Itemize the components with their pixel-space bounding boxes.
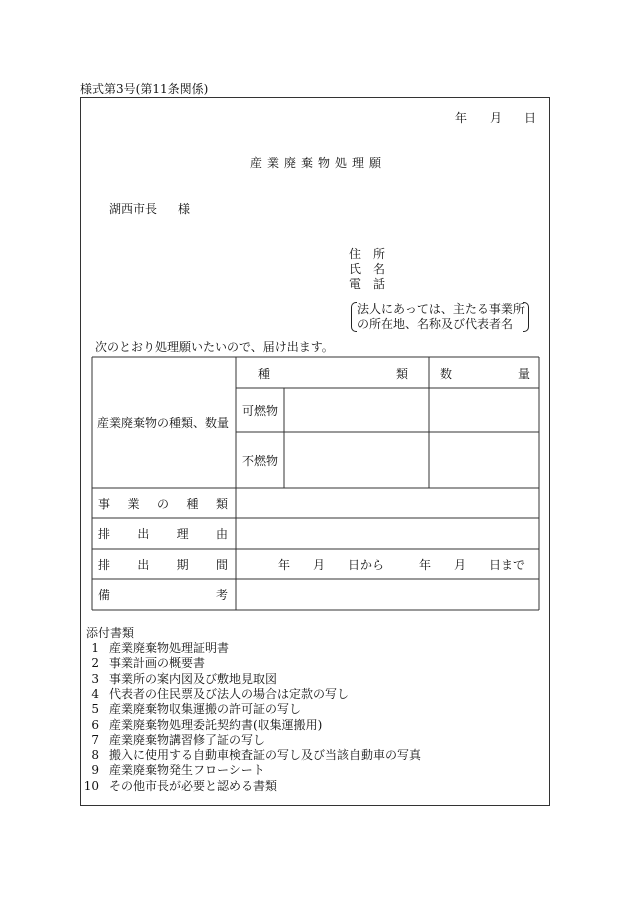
label-char: 考 — [215, 588, 228, 602]
attachment-item — [75, 672, 277, 686]
label-combustible: 可燃物 — [242, 404, 279, 418]
label-char: 備 — [98, 588, 111, 602]
addressee-honorific: 様 — [178, 202, 191, 216]
attachment-item — [75, 733, 265, 747]
applicant-address-label: 住 所 — [349, 247, 386, 261]
attachment-number: 2 — [91, 656, 99, 671]
attachment-item — [75, 656, 205, 670]
combustible-qty-cell[interactable] — [430, 389, 538, 431]
period-to-year: 年 — [419, 558, 432, 572]
label-char: 間 — [215, 558, 228, 572]
form-number-label: 様式第3号(第11条関係) — [80, 82, 209, 96]
attachment-text: 代表者の住民票及び法人の場合は定款の写し — [109, 686, 350, 701]
attachment-item — [75, 718, 322, 732]
label-noncombustible: 不燃物 — [242, 454, 279, 468]
row-label-period — [98, 558, 228, 572]
attachment-item — [75, 702, 301, 716]
label-char: 期 — [176, 558, 189, 572]
attachment-item — [75, 641, 229, 655]
noncombustible-qty-cell[interactable] — [430, 433, 538, 487]
attachment-number: 7 — [91, 732, 99, 747]
label-char: 排 — [98, 558, 111, 572]
attachment-number: 6 — [91, 717, 99, 732]
period-to-month: 月 — [454, 558, 467, 572]
attachment-number: 5 — [91, 702, 99, 717]
label-char: 種 — [186, 497, 199, 511]
label-char: 量 — [517, 367, 530, 381]
period-from-month: 月 — [313, 558, 326, 572]
document-title: 産業廃棄物処理願 — [250, 156, 387, 170]
col-header-type — [258, 367, 408, 381]
row-label-reason — [98, 527, 228, 541]
applicant-phone-label: 電 話 — [349, 277, 386, 291]
label-char: 類 — [215, 497, 228, 511]
period-to-day: 日まで — [489, 558, 526, 572]
attachment-text: 産業廃棄物処理委託契約書(収集運搬用) — [109, 717, 323, 732]
label-char: 排 — [98, 527, 111, 541]
combustible-type-cell[interactable] — [285, 389, 428, 431]
period-from-year: 年 — [278, 558, 291, 572]
date-month: 月 — [490, 111, 503, 125]
attachment-text: 事業所の案内図及び敷地見取図 — [109, 671, 278, 686]
business-type-value-cell[interactable] — [237, 489, 538, 517]
attachment-item — [75, 687, 349, 701]
label-char: 事 — [98, 497, 111, 511]
label-char: 類 — [395, 367, 408, 381]
intro-text: 次のとおり処理願いたいので、届け出ます。 — [95, 340, 334, 354]
attachment-number: 9 — [91, 763, 99, 778]
attachment-text: 産業廃棄物講習修了証の写し — [109, 732, 266, 747]
attachment-item — [75, 779, 277, 793]
attachment-number: 1 — [91, 641, 99, 655]
label-char: 出 — [137, 558, 150, 572]
attachment-text: 搬入に使用する自動車検査証の写し及び当該自動車の写真 — [109, 748, 422, 763]
attachment-text: 産業廃棄物収集運搬の許可証の写し — [109, 702, 302, 717]
row-label-remarks — [98, 588, 228, 602]
attachment-number: 10 — [83, 778, 99, 793]
label-char: の — [156, 497, 169, 511]
applicant-name-label: 氏 名 — [349, 262, 386, 276]
label-char: 由 — [215, 527, 228, 541]
attachment-number: 8 — [91, 748, 99, 763]
col-header-qty — [440, 367, 530, 381]
label-char: 出 — [137, 527, 150, 541]
label-char: 数 — [440, 367, 453, 381]
period-from-day: 日から — [348, 558, 385, 572]
row-label-business-type — [98, 497, 228, 511]
remarks-value-cell[interactable] — [237, 580, 538, 609]
label-char: 業 — [127, 497, 140, 511]
attachment-text: その他市長が必要と認める書類 — [109, 778, 278, 793]
attachment-text: 産業廃棄物処理証明書 — [109, 641, 230, 655]
attachment-text: 事業計画の概要書 — [109, 656, 206, 671]
label-char: 種 — [258, 367, 271, 381]
date-year: 年 — [455, 111, 468, 125]
attachment-item — [75, 763, 265, 777]
attachment-item — [75, 748, 421, 762]
date-day: 日 — [524, 111, 537, 125]
applicant-note-line2: の所在地、名称及び代表者名 — [357, 317, 514, 331]
noncombustible-type-cell[interactable] — [285, 433, 428, 487]
attachments-heading: 添付書類 — [86, 626, 135, 640]
label-char: 理 — [176, 527, 189, 541]
applicant-note-line1: 法人にあっては、主たる事業所 — [357, 302, 525, 316]
reason-value-cell[interactable] — [237, 519, 538, 548]
attachment-number: 3 — [91, 671, 99, 686]
attachment-text: 産業廃棄物発生フローシート — [109, 763, 265, 778]
row-header-waste: 産業廃棄物の種類、数量 — [97, 416, 230, 430]
attachment-number: 4 — [91, 686, 99, 701]
addressee-name: 湖西市長 — [109, 202, 158, 216]
